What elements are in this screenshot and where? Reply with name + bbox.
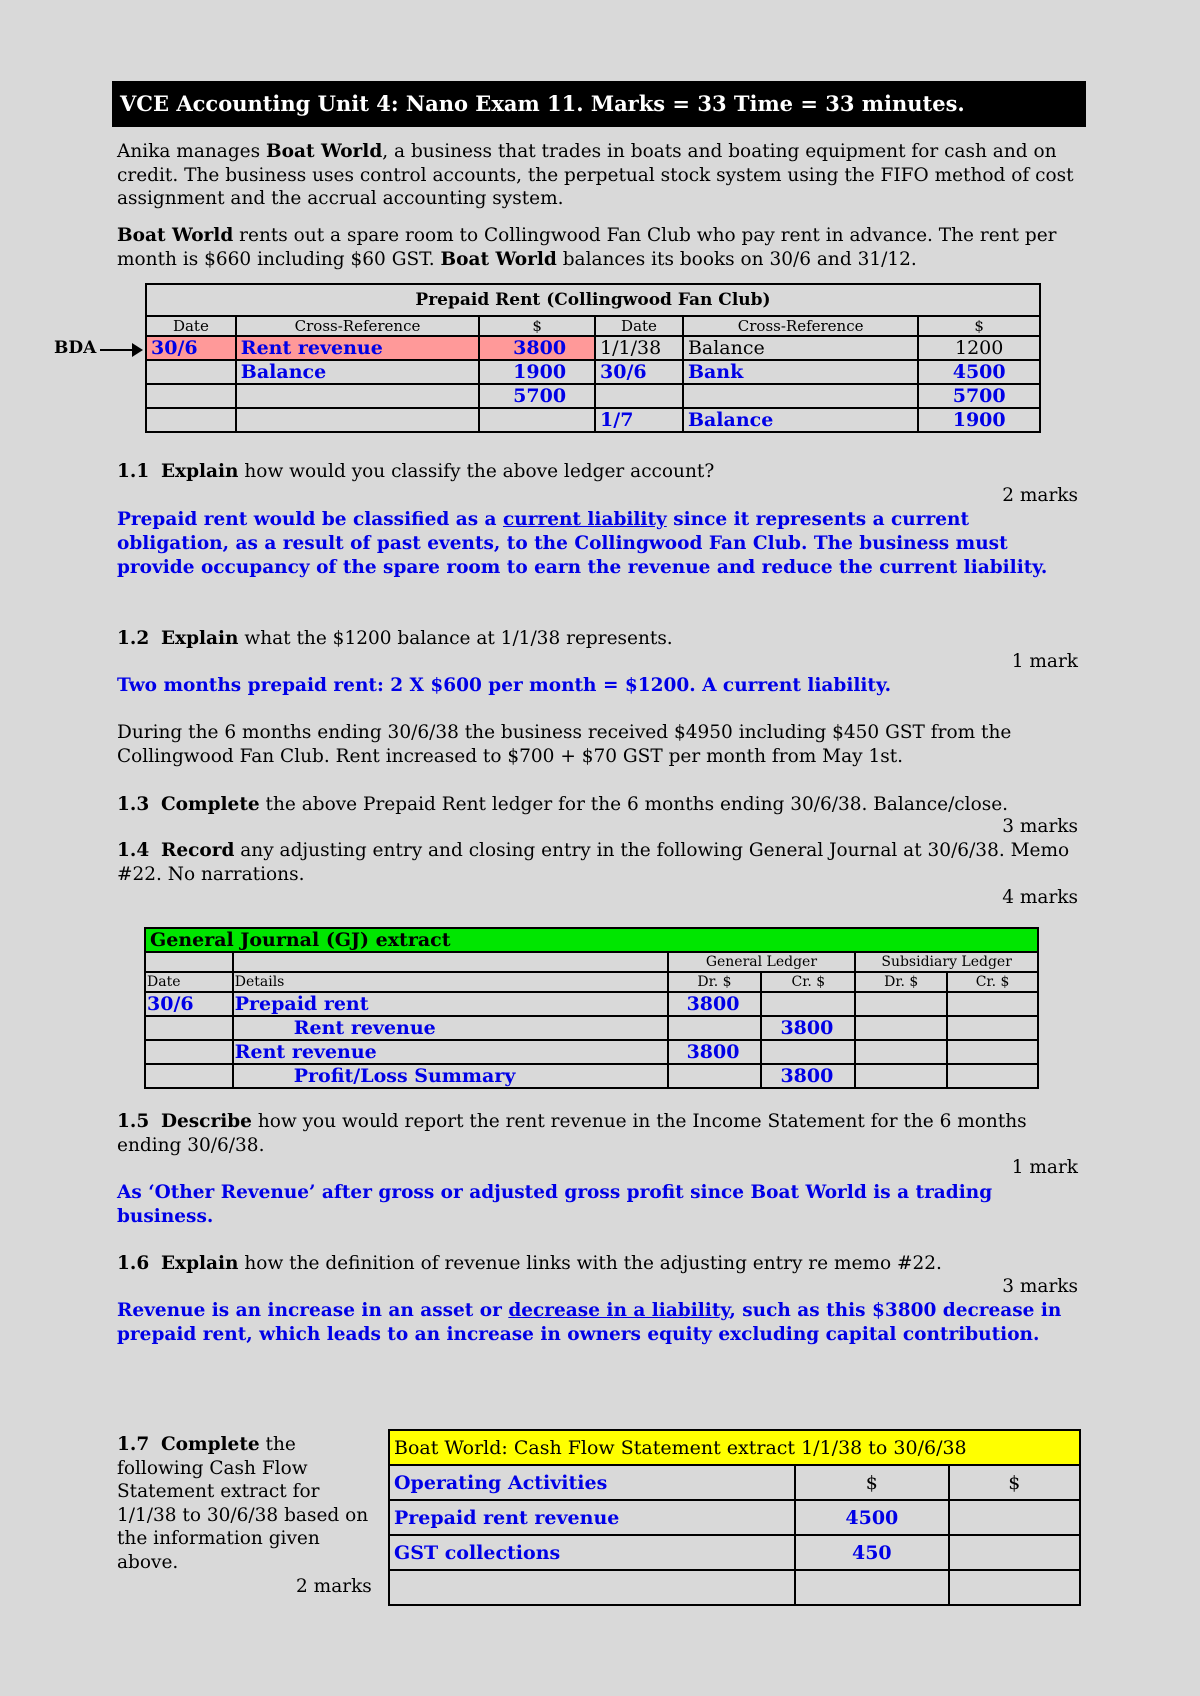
cashflow-row: [389, 1465, 1080, 1500]
marks-1-3: 3 marks: [1002, 816, 1078, 837]
marks-1-1: 2 marks: [1002, 485, 1078, 506]
exam-title: VCE Accounting Unit 4: Nano Exam 11. Marks = 33 Time = 33 minutes.: [112, 81, 1086, 127]
cashflow-cell: $: [949, 1465, 1080, 1500]
ledger-header: Date: [146, 316, 236, 336]
cashflow-cell: 4500: [795, 1500, 949, 1535]
cashflow-row: [389, 1570, 1080, 1605]
journal-header: Details: [233, 972, 668, 992]
journal-cell: [855, 1064, 947, 1088]
journal-header: Dr. $: [668, 972, 762, 992]
question-1-6: 1.6 Explain how the definition of revenue links with the adjusting entry re memo #22.: [117, 1253, 942, 1274]
journal-cell: [855, 992, 947, 1016]
answer-1-5: As ‘Other Revenue’ after gross or adjusted gross profit since Boat World is a trading business.: [117, 1182, 993, 1227]
ledger-row: [146, 408, 1040, 432]
ledger-cell: Balance: [683, 336, 918, 360]
ledger-cell: 30/6: [595, 360, 683, 384]
cashflow-row: [389, 1500, 1080, 1535]
question-1-3: 1.3 Complete the above Prepaid Rent ledger for the 6 months ending 30/6/38. Balance/close.: [117, 794, 1009, 815]
question-1-1: 1.1 Explain how would you classify the above ledger account?: [117, 461, 715, 482]
journal-cell: 3800: [668, 1040, 762, 1064]
journal-cell: 3800: [761, 1016, 855, 1040]
ledger-header: Cross-Reference: [683, 316, 918, 336]
ledger-cell: 30/6: [146, 336, 236, 360]
intro-paragraph-1: Anika manages Boat World, a business that trades in boats and boating equipment for cash and on credit. The business uses control accounts, the perpetual stock system using the FIFO method of cost assignment and the accrual accounting system.: [117, 141, 1074, 209]
ledger-header: Date: [595, 316, 683, 336]
ledger-cell: 1/7: [595, 408, 683, 432]
ledger-cell: 3800: [479, 336, 595, 360]
journal-cell: [761, 992, 855, 1016]
ledger-cell: [479, 408, 595, 432]
intro-paragraph-2: Boat World rents out a spare room to Collingwood Fan Club who pay rent in advance. The rent per month is $660 including $60 GST. Boat World balances its books on 30/6 and 31/12.: [117, 225, 1057, 270]
journal-cell: 3800: [668, 992, 762, 1016]
marks-1-4: 4 marks: [1002, 887, 1078, 908]
ledger-cell: Rent revenue: [236, 336, 479, 360]
ledger-header: $: [918, 316, 1040, 336]
question-1-5: 1.5 Describe how you would report the rent revenue in the Income Statement for the 6 months ending 30/6/38.: [117, 1111, 1027, 1156]
cashflow-cell: [949, 1570, 1080, 1605]
journal-header: Cr. $: [761, 972, 855, 992]
journal-cell: Rent revenue: [233, 1040, 668, 1064]
journal-cell: 30/6: [145, 992, 233, 1016]
ledger-row: [146, 384, 1040, 408]
ledger-header: Cross-Reference: [236, 316, 479, 336]
cashflow-row: [389, 1535, 1080, 1570]
journal-cell: Rent revenue: [233, 1016, 668, 1040]
ledger-cell: 5700: [918, 384, 1040, 408]
ledger-header: $: [479, 316, 595, 336]
cashflow-cell: Prepaid rent revenue: [389, 1500, 795, 1535]
journal-cell: [855, 1016, 947, 1040]
answer-1-6: Revenue is an increase in an asset or decrease in a liability, such as this $3800 decrease in prepaid rent, which leads to an increase in owners equity excluding capital contribution.: [117, 1300, 1062, 1345]
ledger-cell: [146, 408, 236, 432]
bda-label: BDA: [54, 338, 97, 358]
marks-1-6: 3 marks: [1002, 1276, 1078, 1297]
bda-arrow-head: [132, 343, 143, 357]
question-1-4: 1.4 Record any adjusting entry and closing entry in the following General Journal at 30/6/38. Memo #22. No narrations.: [117, 840, 1070, 885]
answer-1-1: Prepaid rent would be classified as a current liability since it represents a current obligation, as a result of past events, to the Collingwood Fan Club. The business must provide occupancy of the spare room to earn the revenue and reduce the current liability.: [117, 509, 1048, 578]
ledger-cell: [236, 408, 479, 432]
cashflow-cell: [949, 1535, 1080, 1570]
journal-row: [145, 1016, 1038, 1040]
marks-1-2: 1 mark: [1011, 651, 1078, 672]
journal-cell: [947, 992, 1038, 1016]
ledger-cell: 1900: [479, 360, 595, 384]
ledger-cell: 5700: [479, 384, 595, 408]
question-1-7: 1.7 Complete the following Cash Flow Statement extract for 1/1/38 to 30/6/38 based on the information given above.: [117, 1434, 369, 1573]
ledger-row: [146, 336, 1040, 360]
prepaid-rent-ledger: [145, 283, 1041, 433]
cashflow-cell: [949, 1500, 1080, 1535]
journal-cell: [145, 1064, 233, 1088]
journal-cell: [947, 1064, 1038, 1088]
journal-cell: [668, 1064, 762, 1088]
journal-header: Date: [145, 972, 233, 992]
journal-cell: [947, 1016, 1038, 1040]
ledger-cell: 1/1/38: [595, 336, 683, 360]
ledger-cell: [683, 384, 918, 408]
cashflow-caption: Boat World: Cash Flow Statement extract 1/1/38 to 30/6/38: [389, 1430, 1080, 1465]
journal-row: [145, 1064, 1038, 1088]
bda-arrow: [100, 349, 134, 351]
cashflow-cell: $: [795, 1465, 949, 1500]
cashflow-cell: GST collections: [389, 1535, 795, 1570]
journal-cell: [145, 1016, 233, 1040]
ledger-cell: [146, 360, 236, 384]
ledger-cell: 1200: [918, 336, 1040, 360]
journal-cell: [668, 1016, 762, 1040]
ledger-cell: [236, 384, 479, 408]
journal-header: Dr. $: [855, 972, 947, 992]
answer-1-2: Two months prepaid rent: 2 X $600 per month = $1200. A current liability.: [117, 675, 892, 696]
cashflow-cell: 450: [795, 1535, 949, 1570]
question-1-2: 1.2 Explain what the $1200 balance at 1/1/38 represents.: [117, 628, 673, 649]
marks-1-5: 1 mark: [1011, 1157, 1078, 1178]
journal-cell: [855, 1040, 947, 1064]
ledger-cell: 1900: [918, 408, 1040, 432]
marks-1-7: 2 marks: [296, 1576, 372, 1597]
ledger-cell: Balance: [236, 360, 479, 384]
journal-group-gl: General Ledger: [668, 952, 856, 972]
journal-cell: [947, 1040, 1038, 1064]
journal-header: Cr. $: [947, 972, 1038, 992]
ledger-caption: Prepaid Rent (Collingwood Fan Club): [146, 284, 1040, 316]
general-journal: [144, 927, 1039, 1089]
journal-cell: 3800: [761, 1064, 855, 1088]
cashflow-cell: [389, 1570, 795, 1605]
ledger-cell: [595, 384, 683, 408]
cashflow-cell: [795, 1570, 949, 1605]
journal-cell: Profit/Loss Summary: [233, 1064, 668, 1088]
journal-row: [145, 1040, 1038, 1064]
ledger-cell: Bank: [683, 360, 918, 384]
journal-cell: Prepaid rent: [233, 992, 668, 1016]
cashflow-cell: Operating Activities: [389, 1465, 795, 1500]
info-paragraph: During the 6 months ending 30/6/38 the business received $4950 including $450 GST from the Collingwood Fan Club. Rent increased to $700 + $70 GST per month from May 1st.: [117, 722, 1012, 767]
journal-group-sl: Subsidiary Ledger: [855, 952, 1038, 972]
ledger-cell: Balance: [683, 408, 918, 432]
ledger-row: [146, 360, 1040, 384]
ledger-cell: 4500: [918, 360, 1040, 384]
journal-cell: [761, 1040, 855, 1064]
cash-flow-statement: [388, 1429, 1081, 1606]
ledger-cell: [146, 384, 236, 408]
journal-caption: General Journal (GJ) extract: [145, 928, 1038, 952]
journal-cell: [145, 1040, 233, 1064]
journal-row: [145, 992, 1038, 1016]
